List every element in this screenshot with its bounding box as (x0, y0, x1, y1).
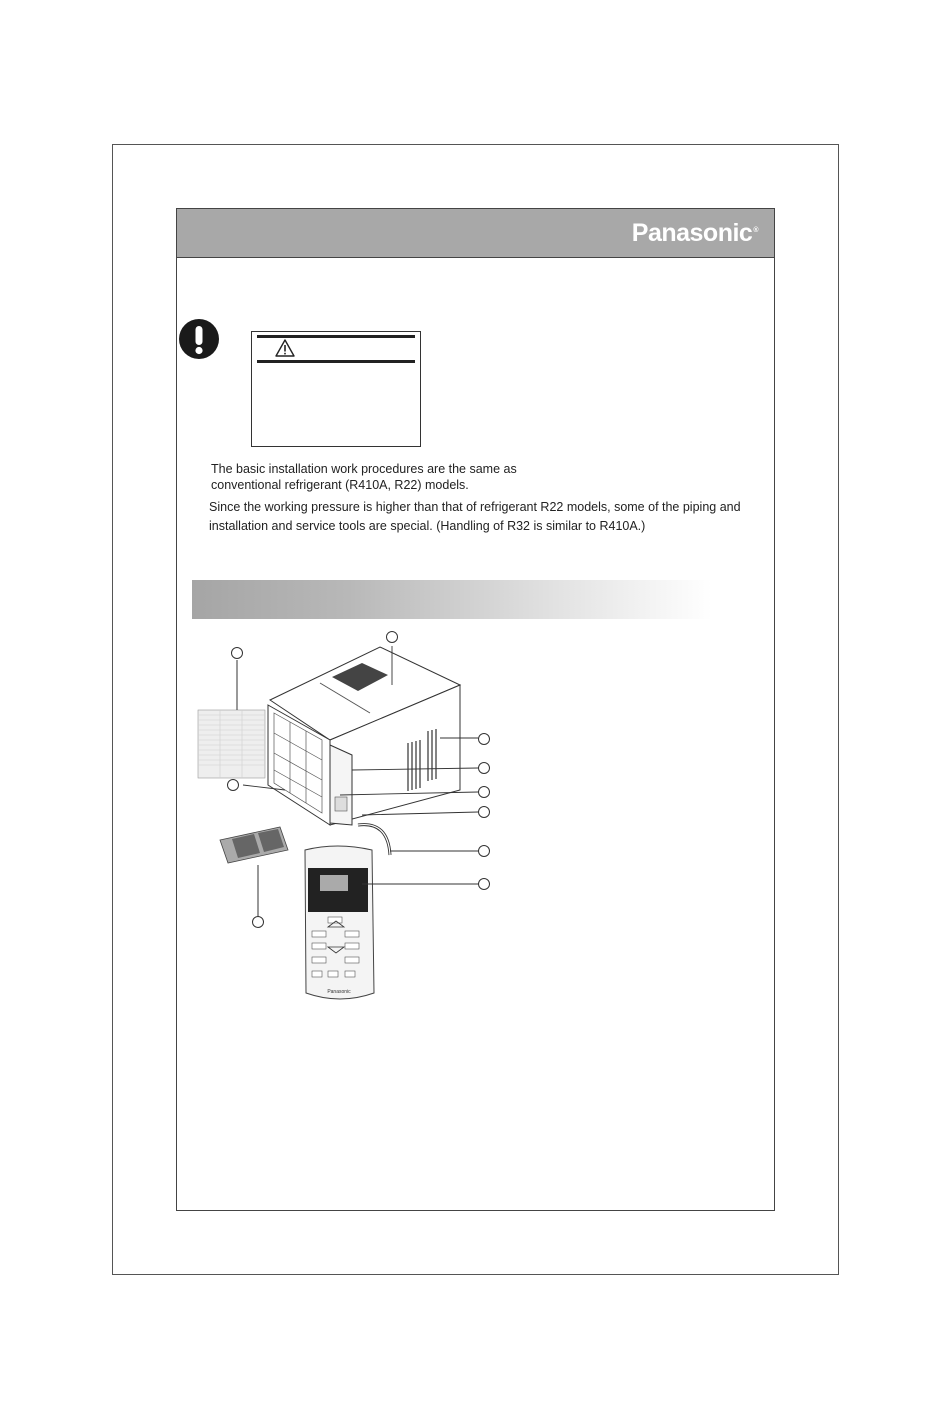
callout-air-filter (231, 647, 243, 659)
callout-top-cover (386, 631, 398, 643)
callout-filter-cartridge (252, 916, 264, 928)
body-text-line-2: conventional refrigerant (R410A, R22) models. (211, 478, 469, 492)
registered-mark: ® (753, 226, 758, 234)
callout-air-outlet (478, 762, 490, 774)
filter-cartridge (220, 827, 288, 917)
body-text-line-4: installation and service tools are special. (Handling of R32 is similar to R410A.) (209, 519, 646, 533)
callout-front-grille (227, 779, 239, 791)
air-conditioner-unit (268, 647, 460, 855)
callout-drain-outlet (478, 806, 490, 818)
body-text-line-3: Since the working pressure is higher than that of refrigerant R22 models, some of the piping and (209, 500, 741, 514)
air-filter-panel (198, 660, 265, 778)
warning-box (251, 331, 421, 447)
body-text-line-1: The basic installation work procedures are the same as (211, 462, 517, 476)
remote-control (305, 846, 374, 999)
callout-side-vent (478, 733, 490, 745)
section-title-bar (192, 580, 712, 619)
product-diagram (190, 625, 510, 1015)
warning-triangle-icon (275, 338, 295, 358)
brand-name: Panasonic (631, 219, 753, 247)
mandatory-exclamation-icon (179, 319, 219, 359)
callout-drain-hose (478, 845, 490, 857)
callout-remote-control (478, 878, 490, 890)
brand-logo (632, 219, 758, 248)
warning-bottom-rule (257, 360, 415, 363)
remote-brand: Panasonic (327, 989, 351, 995)
header-bar (177, 209, 774, 258)
callout-control-panel (478, 786, 490, 798)
